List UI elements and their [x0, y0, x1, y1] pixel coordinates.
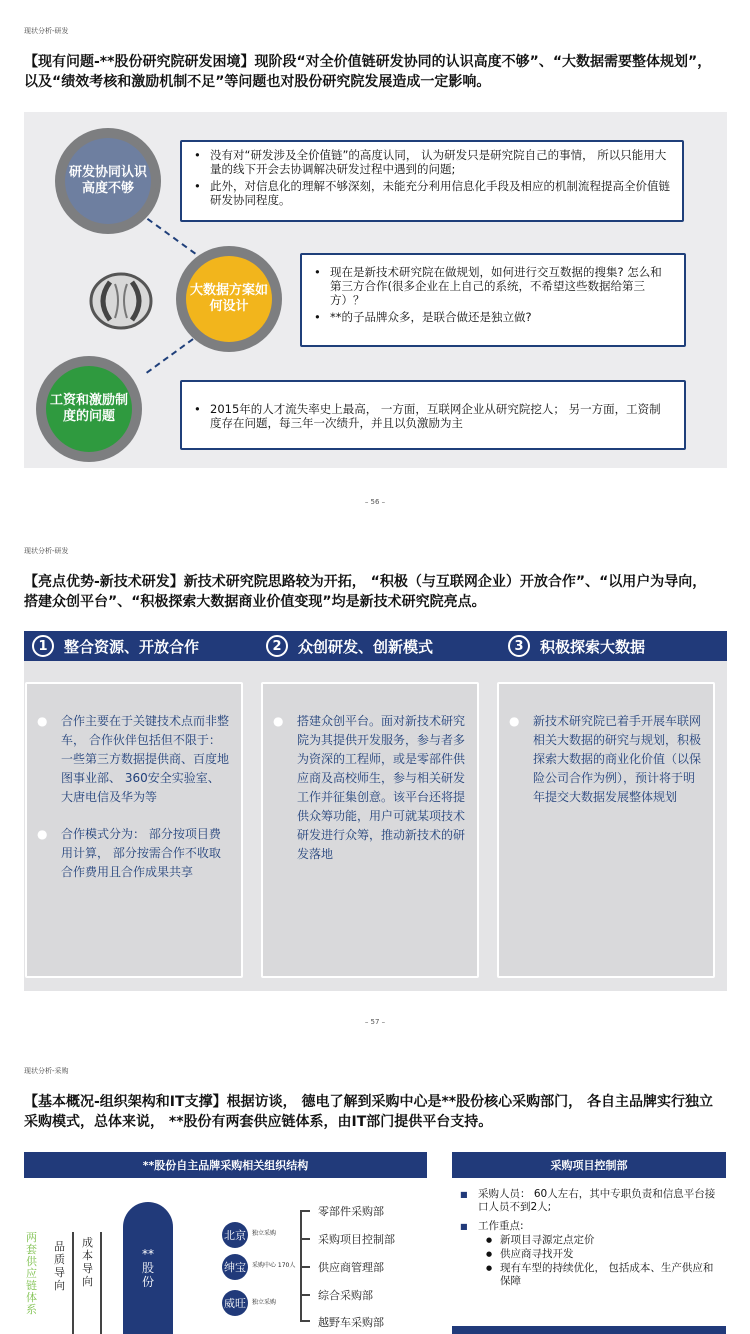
slide-title: 【基本概况-组织架构和IT支撑】根据访谈， 德电了解到采购中心是**股份核心采购部门， 各自主品牌实行独立采购模式，总体来说， **股份有两套供应链体系，由IT部门提供平台支持。	[24, 1094, 713, 1130]
bullet-icon: •	[314, 310, 321, 324]
number-badge: 2	[266, 635, 288, 657]
next-section-bar	[452, 1326, 726, 1334]
tab-label: 众创研发、创新模式	[298, 637, 434, 656]
dept-tick	[300, 1210, 310, 1212]
focus-item: 新项目寻源定点定价	[500, 1234, 595, 1246]
label-cost-oriented: 成本导向	[82, 1236, 93, 1288]
group-label: **股份	[142, 1247, 155, 1289]
info-box-salary	[180, 380, 686, 450]
focus-item: 现有车型的持续优化， 包括成本、生产供应和保障	[500, 1262, 714, 1287]
brand-note: 采购中心 170人	[252, 1262, 296, 1269]
breadcrumb: 现状分析-研发	[24, 547, 69, 555]
gear-label-salary: 工资和激励制度的问题	[46, 366, 132, 452]
brand-note: 独立采购	[252, 1299, 277, 1306]
tab-crowd-rd	[266, 631, 433, 661]
tab-open-cooperation	[32, 631, 199, 661]
column-text: 合作主要在于关键技术点而非整车， 合作伙伴包括但不限于： 一些第三方数据提供商、百度地图事业部、 360安全实验室、大唐电信及华为等	[61, 714, 230, 804]
brand-note: 独立采购	[252, 1230, 277, 1237]
number-badge: 3	[508, 635, 530, 657]
tab-label: 整合资源、开放合作	[64, 637, 200, 656]
square-bullet-icon: ■	[460, 1222, 468, 1231]
info-box-bigdata	[300, 253, 686, 347]
info-text: 2015年的人才流失率史上最高， 一方面，互联网企业从研究院挖人； 另一方面，工资制度存在问题，每三年一次绩升，并且以负激励为主	[210, 402, 661, 430]
dept-tick	[300, 1320, 310, 1322]
bullet-icon: ●	[37, 714, 48, 728]
dept-tick	[300, 1294, 310, 1296]
column-text: 合作模式分为： 部分按项目费用计算， 部分按需合作不收取合作费用且合作成果共享	[61, 827, 221, 879]
bullet-icon: ●	[273, 714, 284, 728]
label-quality-oriented: 品质导向	[54, 1240, 65, 1292]
column-text: 搭建众创平台。面对新技术研究院为其提供开发服务，参与者多为资深的工程师，或是零部件供应商及高校师生，参与相关研发工作并征集创意。该平台还将提供众筹功能，用户可就某项技术研发进行众筹，推动新技术的研发落地	[297, 714, 466, 861]
focus-item: 供应商寻找开发	[500, 1248, 574, 1260]
dot-bullet-icon: ●	[486, 1236, 493, 1244]
gear-label-bigdata: 大数据方案如何设计	[186, 256, 272, 342]
column-crowd-rd	[261, 682, 479, 978]
info-text: **的子品牌众多，是联合做还是独立做?	[330, 310, 532, 324]
slide-title: 【亮点优势-新技术研发】新技术研究院思路较为开拓， “积极（与互联网企业）开放合作”、“以用户为导向， 搭建众创平台”、“积极探索大数据商业价值变现”均是新技术研究院亮点。	[24, 574, 707, 610]
brand-senova: 绅宝	[222, 1254, 248, 1280]
tab-label: 积极探索大数据	[540, 637, 646, 656]
bullet-icon: •	[194, 179, 201, 193]
brand-weiwang: 威旺	[222, 1290, 248, 1316]
page-number: – 56 –	[364, 498, 386, 506]
dot-bullet-icon: ●	[486, 1250, 493, 1258]
slide-title: 【现有问题-**股份研究院研发困境】现阶段“对全价值链研发协同的认识高度不够”、“大数据需要整体规划”， 以及“绩效考核和激励机制不足”等问题也对股份研究院发展造成一定影响。	[24, 54, 712, 90]
bullet-icon: •	[314, 265, 321, 279]
org-chart-header: **股份自主品牌采购相关组织结构	[24, 1152, 427, 1178]
bracket-line	[100, 1232, 102, 1334]
breadcrumb: 现状分析-研发	[24, 27, 69, 35]
dept-tick	[300, 1238, 310, 1240]
column-text: 新技术研究院已着手开展车联网相关大数据的研究与规划，积极探索大数据的商业化价值（以保险公司合作为例），预计将于明年提交大数据发展整体规划	[533, 714, 702, 804]
tab-big-data	[508, 631, 645, 661]
procurement-control-header: 采购项目控制部	[452, 1152, 726, 1178]
bullet-icon: ●	[37, 827, 48, 841]
column-open-cooperation	[25, 682, 243, 978]
work-focus-label: 工作重点:	[478, 1220, 524, 1232]
staff-info: 采购人员： 60人左右，其中专职负责和信息平台接口人员不到2人;	[478, 1188, 716, 1213]
gear-label-collaboration: 研发协同认识高度不够	[65, 138, 151, 224]
number-badge: 1	[32, 635, 54, 657]
dept-supplier-management: 供应商管理部	[318, 1261, 384, 1274]
brand-logo-icon	[88, 270, 154, 332]
info-box-collaboration	[180, 140, 684, 222]
dept-general-purchasing: 综合采购部	[318, 1289, 373, 1302]
bracket-line	[72, 1232, 74, 1334]
dept-parts-purchasing: 零部件采购部	[318, 1205, 384, 1218]
dept-project-control: 采购项目控制部	[318, 1233, 395, 1246]
info-text: 没有对“研发涉及全价值链”的高度认同， 认为研发只是研究院自己的事情， 所以只能用大量的线下开会去协调解决研发过程中遇到的问题;	[210, 148, 667, 176]
bullet-icon: ●	[509, 714, 520, 728]
info-text: 此外，对信息化的理解不够深刻，未能充分利用信息化手段及相应的机制流程提高全价值链研发协同程度。	[210, 179, 670, 207]
side-label-two-supply-chains: 两套供应链体系	[26, 1231, 37, 1316]
group-ellipse	[123, 1202, 173, 1334]
breadcrumb: 现状分析-采购	[24, 1067, 69, 1075]
dept-offroad-purchasing: 越野车采购部	[318, 1316, 384, 1329]
dot-bullet-icon: ●	[486, 1264, 493, 1272]
info-text: 现在是新技术研究院在做规划，如何进行交互数据的搜集? 怎么和第三方合作(很多企业在上自己的系统，不希望这些数据给第三方）？	[330, 265, 662, 307]
bullet-icon: •	[194, 148, 201, 162]
column-big-data	[497, 682, 715, 978]
bullet-icon: •	[194, 402, 201, 416]
dept-tick	[300, 1266, 310, 1268]
square-bullet-icon: ■	[460, 1190, 468, 1199]
brand-beijing: 北京	[222, 1222, 248, 1248]
page-number: – 57 –	[364, 1018, 386, 1026]
